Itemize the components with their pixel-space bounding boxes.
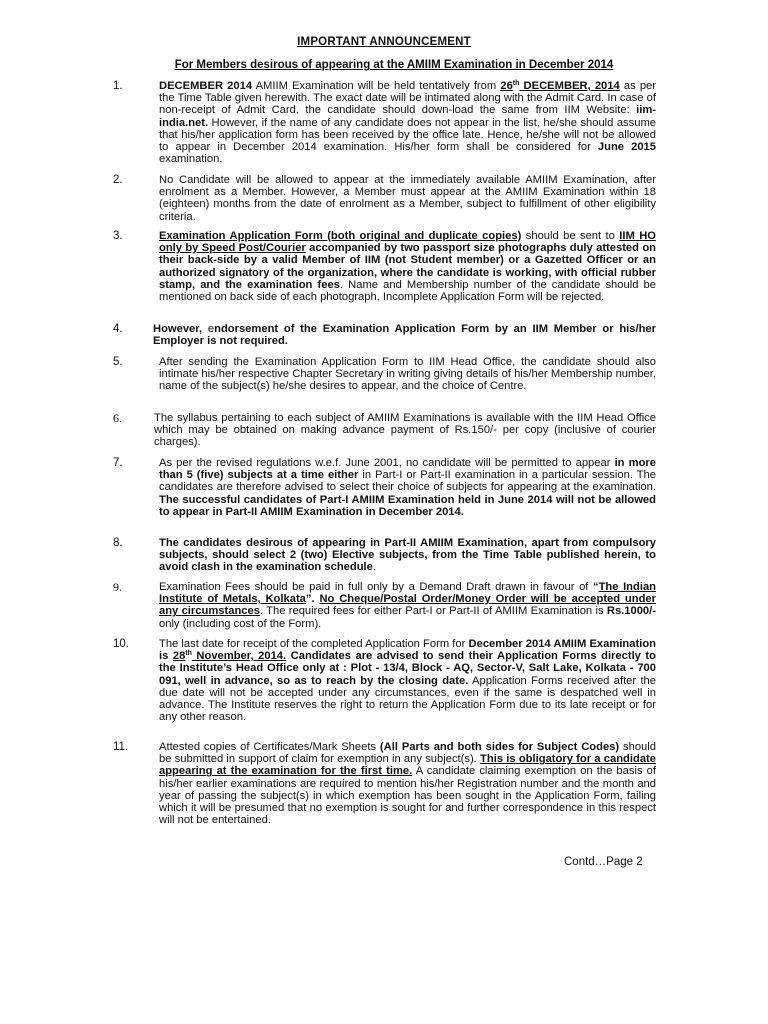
text-run: th	[185, 650, 192, 658]
item-number: 4.	[113, 323, 123, 335]
text-run: DECEMBER, 2014	[519, 80, 620, 92]
item-text	[159, 581, 656, 630]
text-run: in Part-I or Part-II examination in a particular session. The candidates are therefore advised to select their choice of subjects for appearing at the examination.	[159, 469, 656, 494]
item-text	[159, 230, 656, 303]
continued-note: Contd…Page 2	[564, 856, 643, 868]
item-text	[153, 323, 656, 347]
text-run: June 2015	[597, 141, 656, 154]
text-run: Candidates are advised to send their Application Forms directly to the Institute’s Head Office only at : Plot - 13/4, Block - AQ, Sector-V, Salt Lake, Kolkata - 700 091, well in advance, so as to reach by the closing date.	[159, 650, 656, 687]
item-text	[159, 741, 656, 826]
text-run: ”.	[305, 593, 320, 606]
page-subtitle: For Members desirous of appearing at the AMIIM Examination in December 2014	[174, 59, 614, 71]
text-run: 28	[172, 650, 186, 663]
text-run: should be sent to	[521, 230, 620, 242]
text-run: should be submitted in support of claim for exemption in any subject(s).	[159, 741, 656, 766]
text-run: th	[512, 80, 520, 87]
text-run: However, if the name of any candidate does not appear in the list, he/she should assume that his/her application form has been received by the office late. Hence, he/she will not be allowed to appear in December 2014 examination. His/her form shall be considered for	[159, 116, 656, 154]
text-run: A candidate claiming exemption on the basis of his/her earlier examinations are required to mention his/her Registration number and the month and year of passing the subject(s) in which exemption has been sought in the Application Form, failing which it will be presumed that no exemption is sought for and further correspondence in this respect will not be entertained.	[159, 765, 656, 827]
item-number: 2.	[113, 174, 123, 186]
text-run: accompanied by two passport size photographs duly attested on their back-side by a valid Member of IIM (not Student member) or a Gazetted Officer or an authorized signatory of the organization, where the candidate is working, with official rubber stamp, and the examination fees	[159, 242, 657, 291]
text-run: only (including cost of the Form).	[159, 617, 322, 630]
item-text	[159, 638, 656, 723]
item-number: 6.	[113, 411, 122, 425]
text-run: e	[207, 323, 215, 335]
text-run: (All Parts and both sides for Subject Codes)	[379, 741, 620, 753]
item-text	[159, 80, 656, 165]
text-run: No Cheque/Postal Order/Money Order will be accepted under any circumstances	[159, 593, 657, 618]
text-run: December 2014 AMIIM Examination is	[159, 638, 656, 663]
text-run: in more than 5 (five) subjects at a time either	[159, 457, 656, 482]
item-text	[159, 457, 656, 518]
text-run: The last date for receipt of the completed Application Form for	[159, 638, 469, 650]
text-run: The syllabus pertaining to each subject of AMIIM Examinations is available with the IIM Head Office which may be obtained on making advance payment of Rs.150/- per copy (inclusive of courier charges).	[154, 412, 656, 449]
item-number: 1.	[113, 80, 123, 92]
text-run: The successful candidates of Part-I AMIIM Examination held in June 2014 will not be allowed to appear in Part-II AMIIM Examination in December 2014.	[159, 493, 656, 518]
item-number: 11.	[113, 741, 129, 753]
page-title: IMPORTANT ANNOUNCEMENT	[297, 36, 471, 48]
text-run: . Name and Membership number of the candidate should be mentioned on back side of each photograph. Incomplete Application Form will be rejected.	[159, 278, 656, 304]
item-number: 9.	[113, 580, 122, 594]
text-run: As per the revised regulations w.e.f. June 2001, no candidate will be permitted to appear	[159, 457, 615, 469]
text-run: The candidates desirous of appearing in Part-II AMIIM Examination, apart from compulsory subjects, should select 2 (two) Elective subjects, from the Time Table published herein, to avoid clash in the examination schedule	[159, 537, 656, 574]
text-run: as per the Time Table given herewith. The exact date will be intimated along with the Admit Card. In case of non-receipt of Admit Card, the candidate should down-load the same from IIM Website:	[159, 80, 656, 117]
item-text	[159, 174, 656, 223]
text-run: 26	[500, 80, 513, 92]
item-number: 8.	[113, 537, 123, 549]
text-run: The Indian Institute of Metals, Kolkata	[159, 581, 657, 606]
text-run: iim-india.net.	[159, 104, 656, 129]
text-run: examination.	[159, 153, 223, 166]
text-run: No Candidate will be allowed to appear at the immediately available AMIIM Examination, after enrolment as a Member. However, a Member must appear at the AMIIM Examination within 18 (eighteen) months from the date of enrolment as a Member, subject to fulfillment of other eligibility criteria.	[159, 174, 656, 223]
text-run: Application Forms received after the due date will not be accepted under any circumstances, even if the same is despatched well in advance. The Institute reserves the right to return the Application Form due to its late receipt or for any other reason.	[159, 674, 656, 724]
item-number: 10.	[113, 638, 129, 650]
item-number: 7.	[113, 457, 123, 469]
text-run: ndorsement of the Examination Application Form by an IIM Member or his/her Employer is not required.	[153, 323, 656, 348]
text-run: Attested copies of Certificates/Mark Sheets	[159, 741, 380, 753]
item-text	[159, 356, 656, 393]
text-run: Rs.1000/-	[606, 605, 656, 618]
text-run: AMIIM Examination will be held tentatively from	[252, 80, 501, 92]
text-run: .	[372, 561, 376, 574]
text-run: After sending the Examination Application Form to IIM Head Office, the candidate should also intimate his/her respective Chapter Secretary in writing giving details of his/her Membership number, name of the subject(s) he/she desires to appear, and the choice of Centre.	[159, 356, 656, 393]
text-run: “	[593, 581, 599, 593]
text-run: However,	[153, 323, 208, 335]
text-run: DECEMBER 2014	[159, 80, 253, 92]
item-text	[154, 412, 656, 449]
item-text	[159, 537, 656, 574]
text-run: IIM HO only by Speed Post/Courier	[159, 230, 656, 255]
text-run: November, 2014.	[191, 650, 287, 663]
item-number: 5.	[113, 356, 123, 368]
text-run: This is obligatory for a candidate appearing at the examination for the first time.	[159, 753, 656, 778]
item-number: 3.	[113, 230, 123, 242]
text-run: Examination Fees should be paid in full only by a Demand Draft drawn in favour of	[159, 581, 593, 593]
text-run: Examination Application Form (both original and duplicate copies)	[159, 230, 522, 242]
text-run: . The required fees for either Part-I or Part-II of AMIIM Examination is	[259, 605, 607, 618]
